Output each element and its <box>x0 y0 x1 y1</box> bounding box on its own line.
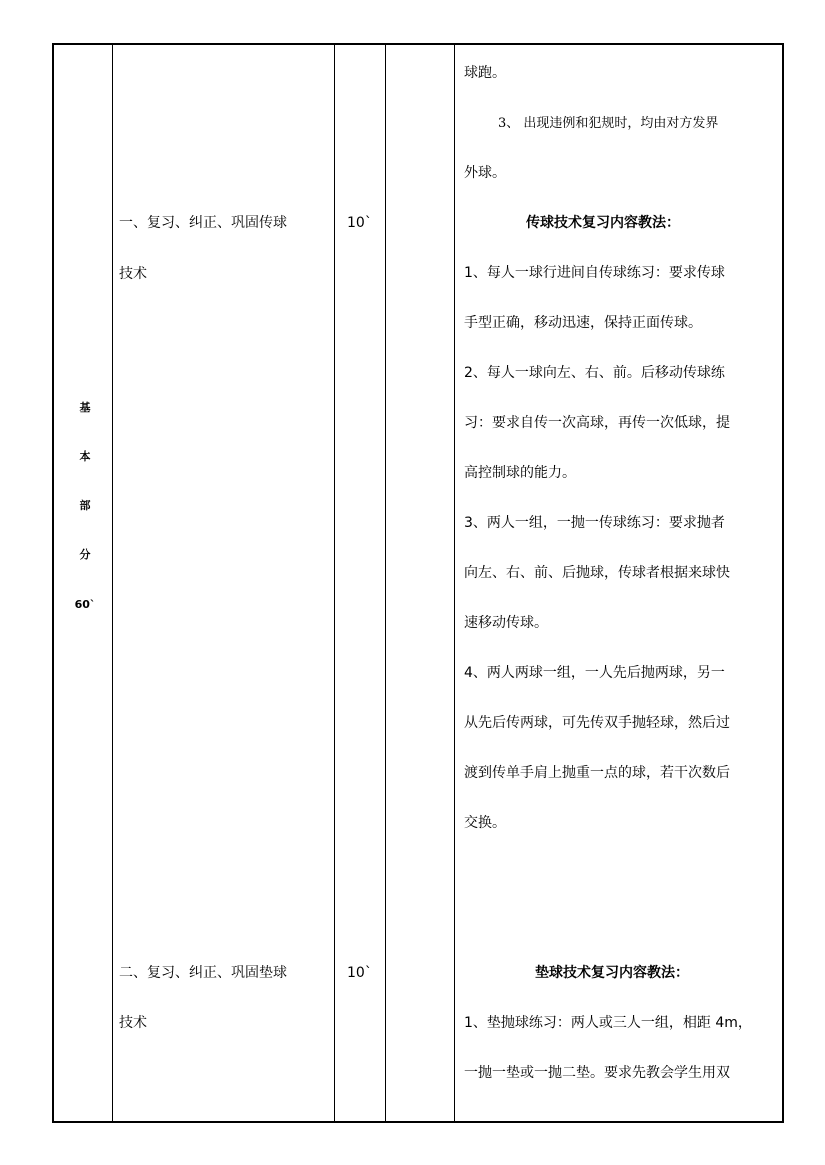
table-right-border <box>782 43 784 1123</box>
column-divider-2 <box>334 43 335 1123</box>
method-heading-pass: 传球技术复习内容教法： <box>526 215 680 231</box>
content-item-2: 二、复习、纠正、巩固垫球 <box>119 965 287 981</box>
column-divider-1 <box>112 43 113 1123</box>
method-line: 手型正确，移动迅速，保持正面传球。 <box>464 315 702 331</box>
content-item-1-cont: 技术 <box>119 266 147 282</box>
method-line: 从先后传两球，可先传双手抛轻球，然后过 <box>464 715 730 731</box>
method-line: 高控制球的能力。 <box>464 465 576 481</box>
content-item-2-cont: 技术 <box>119 1015 147 1031</box>
table-bottom-border <box>52 1121 784 1123</box>
method-line: 1、垫抛球练习：两人或三人一组，相距 4m， <box>464 1015 752 1031</box>
method-line: 3、两人一组，一抛一传球练习：要求抛者 <box>464 515 725 531</box>
method-line: 4、两人两球一组，一人先后抛两球，另一 <box>464 665 725 681</box>
method-line: 交换。 <box>464 815 506 831</box>
column-divider-4 <box>454 43 455 1123</box>
content-item-1: 一、复习、纠正、巩固传球 <box>119 215 287 231</box>
method-line: 速移动传球。 <box>464 615 548 631</box>
section-char: 本 <box>79 450 91 463</box>
method-line: 向左、右、前、后抛球，传球者根据来球快 <box>464 565 730 581</box>
lesson-plan-table <box>52 43 784 1123</box>
method-line: 一抛一垫或一抛二垫。要求先教会学生用双 <box>464 1065 730 1081</box>
column-divider-3 <box>385 43 386 1123</box>
method-heading-dig: 垫球技术复习内容教法： <box>535 965 689 981</box>
method-line: 球跑。 <box>464 65 506 81</box>
table-top-border <box>52 43 784 45</box>
section-char: 基 <box>79 401 91 414</box>
method-line: 2、每人一球向左、右、前。后移动传球练 <box>464 365 725 381</box>
time-item-2: 10` <box>347 965 372 981</box>
section-char: 分 <box>79 548 91 561</box>
section-time: 60` <box>74 598 96 611</box>
method-line: 3、 出现违例和犯规时，均由对方发界 <box>498 116 719 131</box>
table-left-border <box>52 43 54 1123</box>
method-line: 1、每人一球行进间自传球练习：要求传球 <box>464 265 725 281</box>
time-item-1: 10` <box>347 215 372 231</box>
section-char: 部 <box>79 499 91 512</box>
method-line: 渡到传单手肩上抛重一点的球，若干次数后 <box>464 765 730 781</box>
method-line: 外球。 <box>464 165 506 181</box>
method-line: 习：要求自传一次高球，再传一次低球，提 <box>464 415 730 431</box>
